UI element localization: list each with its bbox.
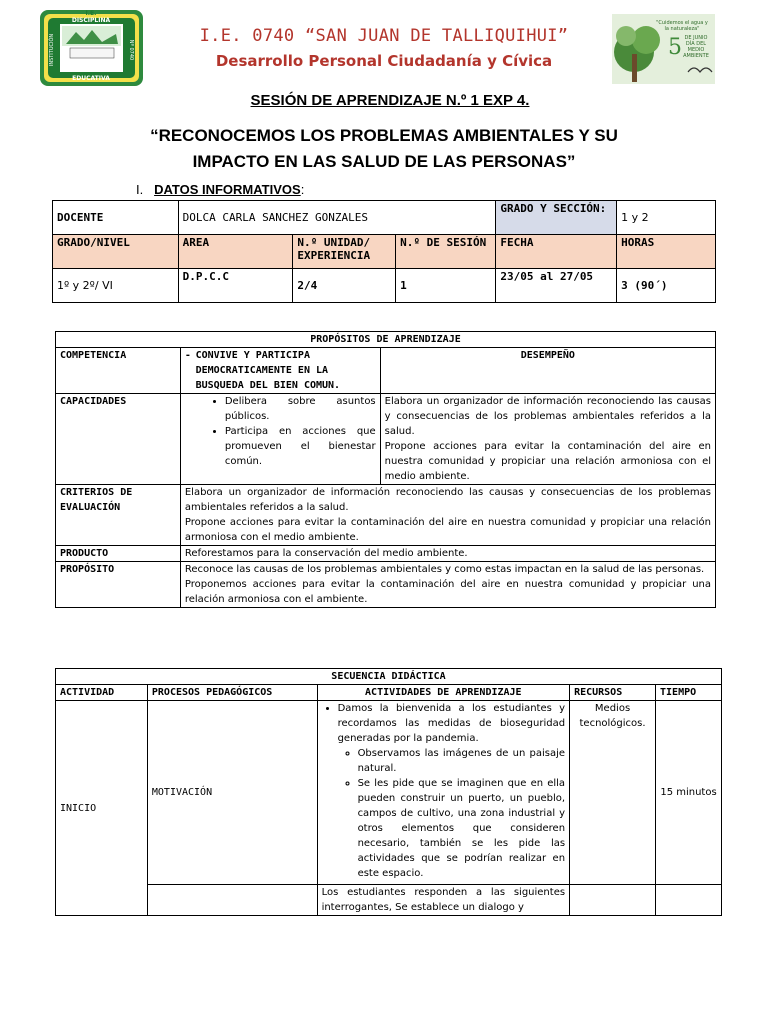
val-horas: 3 (90´): [617, 269, 716, 303]
criterios-label: CRITERIOS DE EVALUACIÓN: [56, 485, 181, 546]
secuencia-table: [55, 668, 722, 916]
docente-label: DOCENTE: [53, 201, 179, 235]
col-recursos: RECURSOS: [570, 685, 656, 701]
recursos-value: Medios tecnológicos.: [570, 701, 656, 885]
producto-value: Reforestamos para la conservación del medio ambiente.: [180, 546, 715, 562]
val-sesion: 1: [396, 269, 496, 303]
propositos-title: PROPÓSITOS DE APRENDIZAJE: [56, 332, 716, 348]
environment-day-logo: [612, 14, 715, 84]
val-grado: 1º y 2º/ VI: [53, 269, 179, 303]
grado-seccion-label: GRADO Y SECCIÓN:: [496, 201, 617, 235]
svg-text:I.E.: I.E.: [85, 10, 97, 17]
capacidad-item: • Participa en acciones que promueven el bienestar común.: [225, 424, 376, 469]
school-name: I.E. 0740 “SAN JUAN DE TALLIQUIHUI”: [199, 26, 569, 46]
activity-bullet: • Damos la bienvenida a los estudiantes y recordamos las medidas de bioseguridad generadas por la pandemia. ◦ Observamos las imágenes de un paisaje natural. ◦ Se les pide que se imaginen que en ella pueden construir un puerto, un pueblo, campos de cultivo, una zona industrial y otros elementos que consideren necesario, también se les pide las actividades que se podrían realizar en este espacio.: [338, 701, 566, 881]
propositos-table: [55, 331, 716, 608]
col-horas: HORAS: [617, 235, 716, 269]
actividades-content: [317, 701, 570, 885]
grado-seccion-value: 1 y 2: [617, 201, 716, 235]
svg-text:EDUCATIVA: EDUCATIVA: [72, 75, 110, 82]
col-tiempo: TIEMPO: [656, 685, 722, 701]
val-fecha: 23/05 al 27/05: [496, 269, 617, 303]
desempeno-label: DESEMPEÑO: [380, 348, 715, 394]
school-crest-logo: [40, 10, 143, 86]
competencia-value: - CONVIVE Y PARTICIPA DEMOCRATICAMENTE EN LA BUSQUEDA DEL BIEN COMUN.: [180, 348, 380, 394]
col-fecha: FECHA: [496, 235, 617, 269]
svg-text:DÍA DEL: DÍA DEL: [685, 41, 707, 47]
competencia-label: COMPETENCIA: [56, 348, 181, 394]
producto-label: PRODUCTO: [56, 546, 181, 562]
col-actividad: ACTIVIDAD: [56, 685, 148, 701]
svg-text:DE JUNIO: DE JUNIO: [684, 35, 708, 41]
svg-text:AMBIENTE: AMBIENTE: [683, 53, 709, 59]
svg-text:MEDIO: MEDIO: [687, 47, 705, 53]
svg-text:"Cuidemos el agua y: "Cuidemos el agua y: [656, 20, 708, 26]
capacidades-list: [180, 394, 380, 485]
actividad-inicio: INICIO: [56, 701, 148, 916]
col-sesion: N.º DE SESIÓN: [396, 235, 496, 269]
tiempo-empty: [656, 885, 722, 916]
datos-section-label: I. DATOS INFORMATIVOS:: [136, 182, 305, 197]
tiempo-value: 15 minutos: [656, 701, 722, 885]
svg-text:la naturaleza": la naturaleza": [664, 26, 700, 32]
proceso-motivacion: MOTIVACIÓN: [147, 701, 317, 885]
secuencia-title: SECUENCIA DIDÁCTICA: [56, 669, 722, 685]
svg-text:DISCIPLINA: DISCIPLINA: [71, 17, 111, 24]
col-area: AREA: [178, 235, 293, 269]
recursos-empty: [570, 885, 656, 916]
criterios-value: Elabora un organizador de información reconociendo las causas y consecuencias de los problemas ambientales referidos a la salud. Propone acciones para evitar la contaminación del aire en nuestra comunidad y propiciar una relación armoniosa con el medio ambiente.: [180, 485, 715, 546]
activity-sub-bullet: ◦ Observamos las imágenes de un paisaje natural.: [358, 746, 566, 776]
proposito-value: Reconoce las causas de los problemas ambientales y como estas impactan en la salud de las personas. Proponemos acciones para evitar la contaminación del aire en nuestra comunidad y propiciar una relación armoniosa con el ambiente.: [180, 562, 715, 608]
capacidad-item: • Delibera sobre asuntos públicos.: [225, 394, 376, 424]
session-heading: SESIÓN DE APRENDIZAJE N.º 1 EXP 4.: [250, 92, 530, 109]
desempeno-value: Elabora un organizador de información reconociendo las causas y consecuencias de los problemas ambientales referidos a la salud. Propone acciones para evitar la contaminación del aire en nuestra comunidad y propiciar una relación armoniosa con el medio ambiente.: [380, 394, 715, 485]
val-area: D.P.C.C: [178, 269, 293, 303]
svg-text:5: 5: [668, 35, 682, 60]
proposito-label: PROPÓSITO: [56, 562, 181, 608]
col-actividades: ACTIVIDADES DE APRENDIZAJE: [317, 685, 570, 701]
datos-table: [52, 200, 716, 303]
activity-sub-bullet: ◦ Se les pide que se imaginen que en ella pueden construir un puerto, un pueblo, campos de cultivo, una zona industrial y otros elementos que consideren necesario, también se les pide las actividades que se podrían realizar en este espacio.: [358, 776, 566, 881]
col-procesos: PROCESOS PEDAGÓGICOS: [147, 685, 317, 701]
proceso-empty: [147, 885, 317, 916]
session-title: “RECONOCEMOS LOS PROBLEMAS AMBIENTALES Y SU IMPACTO EN LAS SALUD DE LAS PERSONAS”: [150, 126, 618, 171]
svg-text:Nº 0740: Nº 0740: [128, 39, 134, 61]
next-activity-text: Los estudiantes responden a las siguientes interrogantes, Se establece un dialogo y: [317, 885, 570, 916]
course-name: Desarrollo Personal Ciudadanía y Cívica: [215, 52, 553, 70]
capacidades-label: CAPACIDADES: [56, 394, 181, 485]
svg-text:INSTITUCIÓN: INSTITUCIÓN: [49, 33, 55, 67]
col-unidad: N.º UNIDAD/ EXPERIENCIA: [293, 235, 396, 269]
val-unidad: 2/4: [293, 269, 396, 303]
docente-value: DOLCA CARLA SANCHEZ GONZALES: [178, 201, 496, 235]
col-grado: GRADO/NIVEL: [53, 235, 179, 269]
